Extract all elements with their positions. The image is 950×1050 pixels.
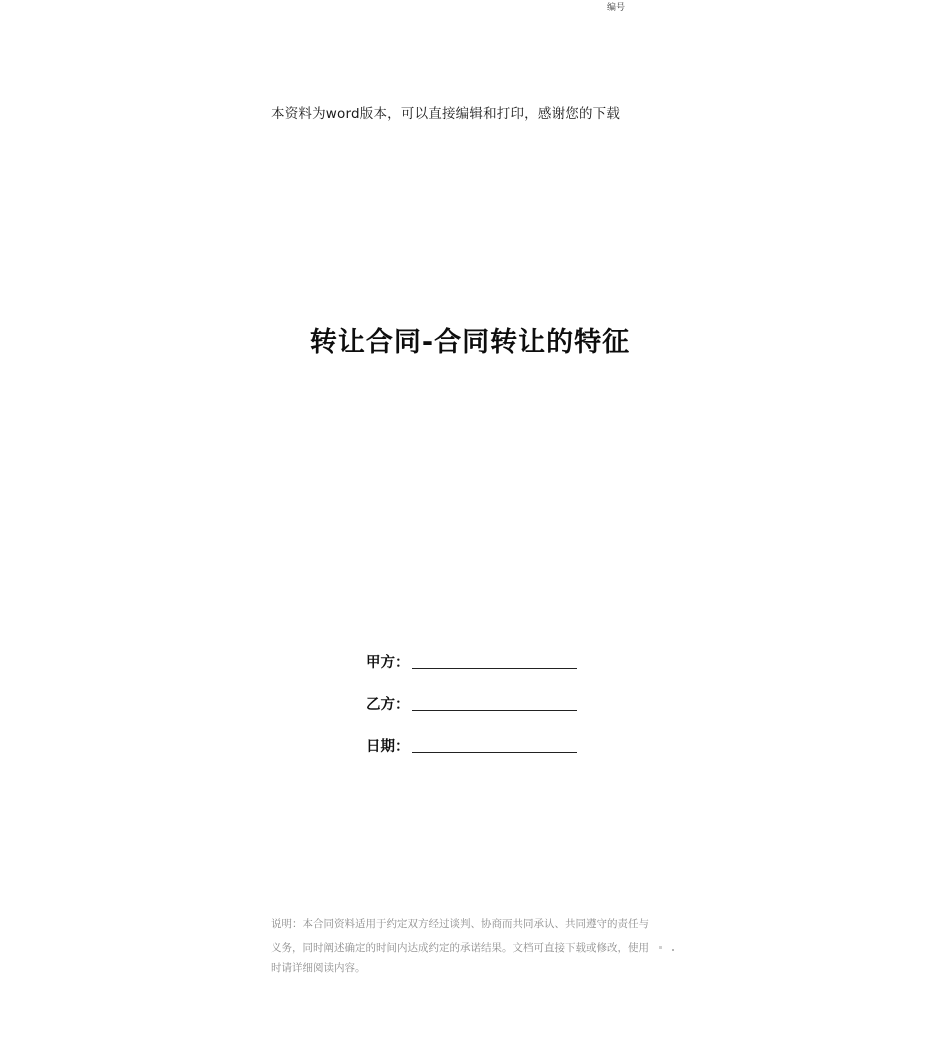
download-notice: 本资料为word版本，可以直接编辑和打印，感谢您的下载 xyxy=(271,106,621,122)
party-b-label: 乙方： xyxy=(366,697,410,713)
footer-line-3: 时请详细阅读内容。 xyxy=(271,962,366,974)
footer-line-2: 义务，同时阐述确定的时间内达成约定的承诺结果。文档可直接下载或修改，使用 xyxy=(271,941,649,954)
footer-line-1: 说明：本合同资料适用于约定双方经过谈判、协商而共同承认、共同遵守的责任与 xyxy=(271,918,649,930)
party-b-blank-line xyxy=(412,710,577,711)
footer-line-2-wrapper xyxy=(271,937,681,961)
party-a-blank-line xyxy=(412,668,577,669)
date-row xyxy=(366,736,577,756)
date-label: 日期： xyxy=(366,739,410,755)
party-a-label: 甲方： xyxy=(366,655,410,671)
footer-explanation xyxy=(271,913,681,976)
signature-block xyxy=(366,652,577,778)
stray-mark xyxy=(659,946,662,949)
document-title: 转让合同-合同转让的特征 xyxy=(309,327,631,358)
party-b-row xyxy=(366,694,577,714)
document-number-label: 编号 xyxy=(607,3,626,13)
stray-dot xyxy=(672,949,674,951)
date-blank-line xyxy=(412,752,577,753)
party-a-row xyxy=(366,652,577,672)
